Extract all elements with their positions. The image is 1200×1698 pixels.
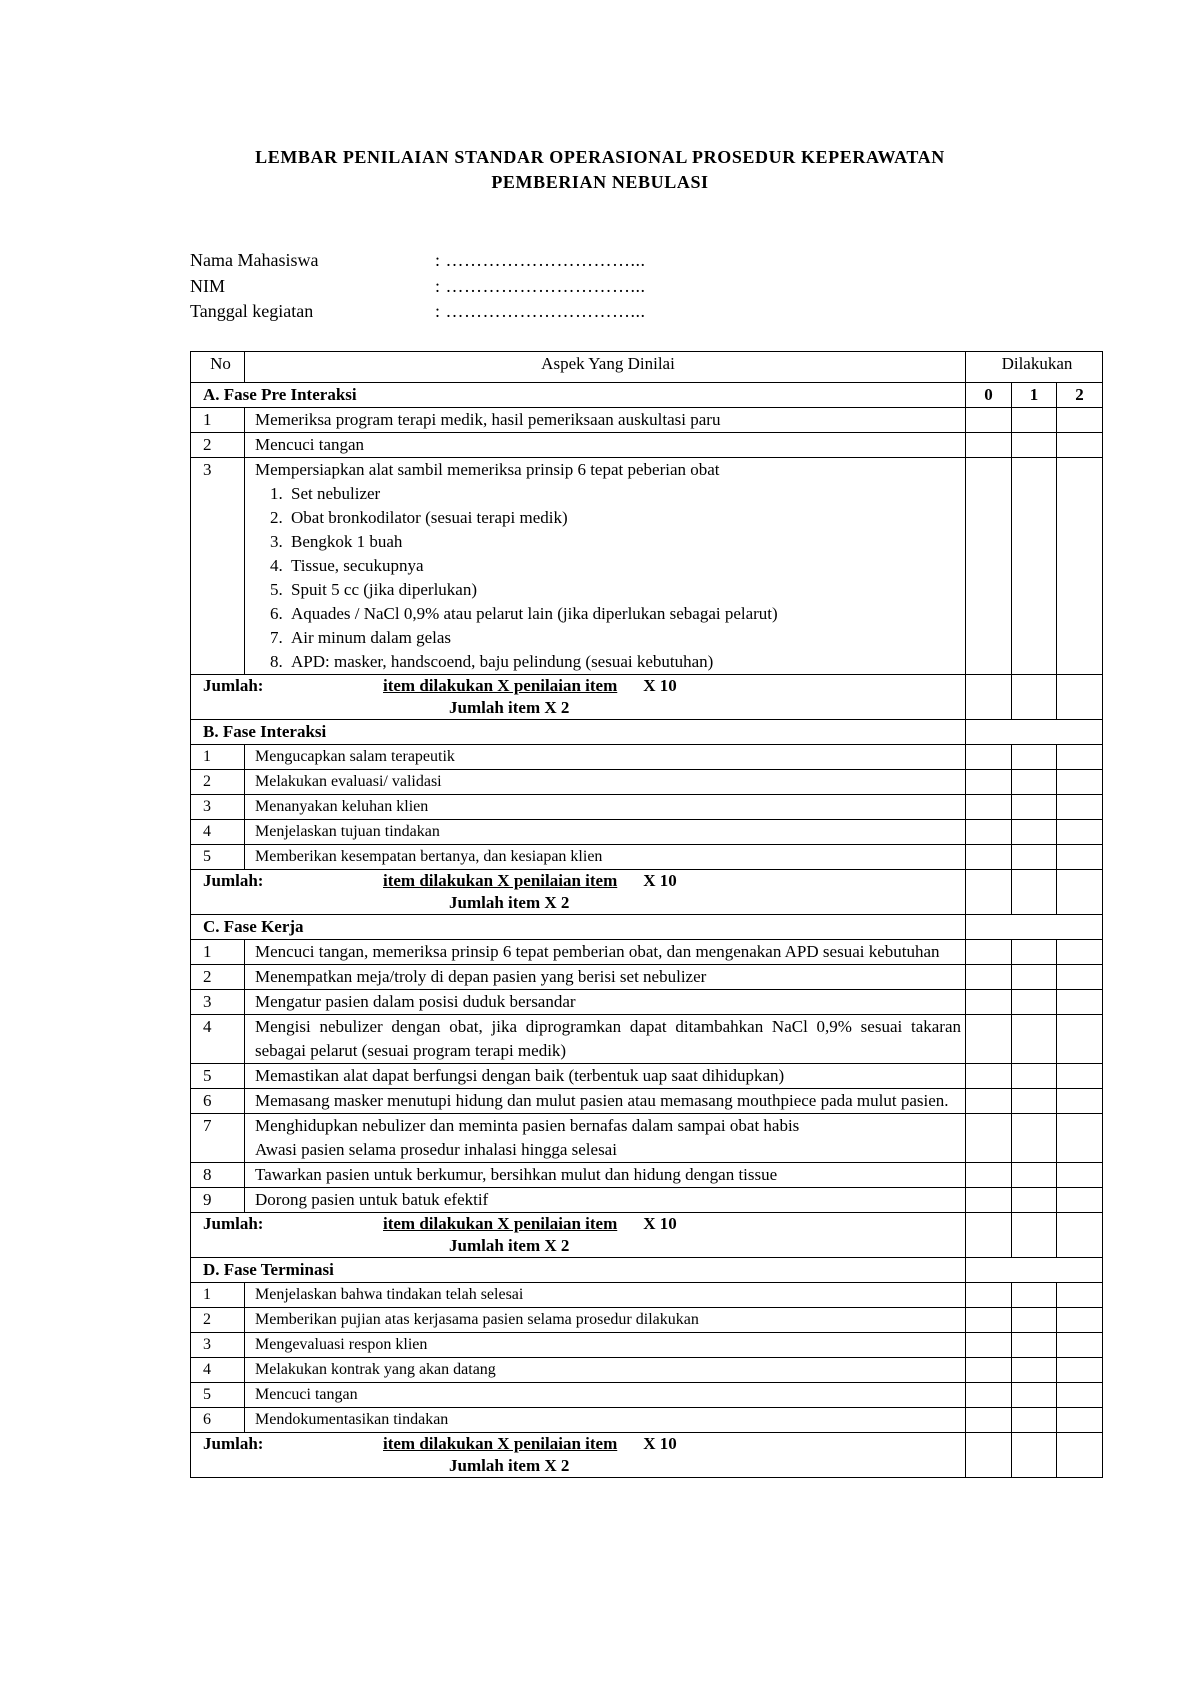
section-title: C. Fase Kerja: [191, 915, 966, 940]
item-text: Menghidupkan nebulizer dan meminta pasien bernafas dalam sampai obat habis: [255, 1116, 800, 1135]
section-row: [191, 915, 1103, 940]
item-text: Menempatkan meja/troly di depan pasien yang berisi set nebulizer: [255, 967, 707, 986]
document-title: [0, 145, 1200, 195]
equipment-item: 2. Obat bronkodilator (sesuai terapi medik): [287, 506, 961, 530]
score-cell[interactable]: [1057, 745, 1103, 770]
table-row: [191, 1064, 1103, 1089]
table-row: [191, 433, 1103, 458]
item-no: 4: [191, 820, 245, 845]
section-title: A. Fase Pre Interaksi: [191, 383, 966, 408]
item-text-cell: [245, 1383, 966, 1408]
score-cell[interactable]: [1012, 940, 1057, 965]
score-cell[interactable]: [1012, 1015, 1057, 1064]
equipment-item: 7. Air minum dalam gelas: [287, 626, 961, 650]
item-text-2: Awasi pasien selama prosedur inhalasi hingga selesai: [255, 1140, 617, 1159]
score-cell[interactable]: [1057, 940, 1103, 965]
sum-label: Jumlah:: [203, 1214, 264, 1233]
score-cell[interactable]: [1057, 820, 1103, 845]
header-no: No: [191, 352, 245, 383]
item-text-cell: [245, 745, 966, 770]
score-cell[interactable]: [1012, 1408, 1057, 1433]
sum-multiplier: X 10: [643, 1434, 677, 1453]
item-text: Menjelaskan tujuan tindakan: [255, 823, 440, 840]
section-title: D. Fase Terminasi: [191, 1258, 966, 1283]
score-header-1: 1: [1012, 383, 1057, 408]
table-row: [191, 1358, 1103, 1383]
item-text-cell: [245, 820, 966, 845]
item-text-cell: [245, 1308, 966, 1333]
item-no: 6: [191, 1089, 245, 1114]
table-row: [191, 458, 1103, 675]
item-text: Dorong pasien untuk batuk efektif: [255, 1190, 489, 1209]
header-dilakukan: Dilakukan: [966, 352, 1103, 383]
item-text-cell: [245, 795, 966, 820]
sum-row: [191, 1213, 1103, 1258]
score-cell[interactable]: [1012, 1333, 1057, 1358]
sum-formula: [191, 1433, 966, 1478]
item-no: 4: [191, 1015, 245, 1064]
score-cell[interactable]: [966, 1188, 1012, 1213]
score-cell[interactable]: [1012, 1114, 1057, 1163]
equipment-item: 6. Aquades / NaCl 0,9% atau pelarut lain (jika diperlukan sebagai pelarut): [287, 602, 961, 626]
info-row-nim: [190, 274, 646, 300]
section-row: [191, 720, 1103, 745]
section-row: [191, 383, 1103, 408]
score-cell[interactable]: [1057, 870, 1103, 915]
score-cell[interactable]: [1012, 965, 1057, 990]
score-cell[interactable]: [1057, 1433, 1103, 1478]
item-no: 7: [191, 1114, 245, 1163]
score-cell[interactable]: [966, 1213, 1012, 1258]
score-cell[interactable]: [1057, 1408, 1103, 1433]
score-cell[interactable]: [1012, 458, 1057, 675]
item-text: Mencuci tangan, memeriksa prinsip 6 tepat pemberian obat, dan mengenakan APD sesuai kebutuhan: [255, 942, 940, 961]
info-value[interactable]: : …………………………...: [435, 250, 646, 270]
table-row: [191, 940, 1103, 965]
score-cell[interactable]: [1012, 1308, 1057, 1333]
item-no: 9: [191, 1188, 245, 1213]
table-row: [191, 770, 1103, 795]
score-header-2: 2: [1057, 383, 1103, 408]
info-row-tanggal: [190, 299, 646, 325]
score-cell[interactable]: [966, 1064, 1012, 1089]
item-text: Mendokumentasikan tindakan: [255, 1411, 449, 1428]
score-cell[interactable]: [1012, 675, 1057, 720]
score-cell[interactable]: [966, 1408, 1012, 1433]
item-text: Mengevaluasi respon klien: [255, 1336, 428, 1353]
score-cell[interactable]: [966, 1283, 1012, 1308]
assessment-table: [190, 351, 1103, 1478]
score-cell[interactable]: [1057, 795, 1103, 820]
table-row: [191, 1163, 1103, 1188]
item-text-cell: [245, 1358, 966, 1383]
equipment-item: 5. Spuit 5 cc (jika diperlukan): [287, 578, 961, 602]
item-text-cell: [245, 1163, 966, 1188]
score-cell[interactable]: [1057, 1089, 1103, 1114]
item-text: Memasang masker menutupi hidung dan mulut pasien atau memasang mouthpiece pada mulut pasien.: [255, 1091, 949, 1110]
item-text: Menanyakan keluhan klien: [255, 798, 429, 815]
score-cell[interactable]: [1057, 1163, 1103, 1188]
table-row: [191, 1089, 1103, 1114]
score-cell[interactable]: [1057, 845, 1103, 870]
table-row: [191, 1333, 1103, 1358]
item-text: Mengatur pasien dalam posisi duduk bersandar: [255, 992, 576, 1011]
item-no: 3: [191, 458, 245, 675]
score-cell[interactable]: [1057, 1283, 1103, 1308]
score-cell[interactable]: [1012, 1283, 1057, 1308]
score-cell[interactable]: [1012, 1188, 1057, 1213]
item-text-cell: [245, 1015, 966, 1064]
section-blank: [966, 915, 1103, 940]
item-text: Memastikan alat dapat berfungsi dengan baik (terbentuk uap saat dihidupkan): [255, 1066, 785, 1085]
score-cell[interactable]: [966, 990, 1012, 1015]
table-row: [191, 1015, 1103, 1064]
item-no: 2: [191, 770, 245, 795]
sum-formula: [191, 1213, 966, 1258]
sum-numerator: item dilakukan X penilaian item: [383, 1434, 618, 1453]
item-text: Memberikan pujian atas kerjasama pasien selama prosedur dilakukan: [255, 1311, 699, 1328]
table-row: [191, 845, 1103, 870]
section-blank: [966, 1258, 1103, 1283]
table-row: [191, 408, 1103, 433]
info-row-nama: [190, 248, 646, 274]
item-text: Mengisi nebulizer dengan obat, jika diprogramkan dapat ditambahkan NaCl 0,9% sesuai takaran sebagai pelarut (sesuai program terapi medik): [255, 1017, 961, 1060]
item-no: 1: [191, 1283, 245, 1308]
sum-denominator: Jumlah item X 2: [449, 1236, 570, 1255]
sum-label: Jumlah:: [203, 676, 264, 695]
item-text-cell: [245, 990, 966, 1015]
table-row: [191, 1188, 1103, 1213]
score-cell[interactable]: [1012, 870, 1057, 915]
score-cell[interactable]: [966, 1089, 1012, 1114]
equipment-item: 8. APD: masker, handscoend, baju pelindung (sesuai kebutuhan): [287, 650, 961, 674]
sum-row: [191, 675, 1103, 720]
item-no: 5: [191, 845, 245, 870]
score-cell[interactable]: [1057, 770, 1103, 795]
item-text: Mencuci tangan: [255, 435, 365, 454]
score-cell[interactable]: [966, 1358, 1012, 1383]
score-cell[interactable]: [966, 1015, 1012, 1064]
table-row: [191, 965, 1103, 990]
item-text-cell: [245, 1408, 966, 1433]
sum-row: [191, 870, 1103, 915]
score-cell[interactable]: [1057, 1333, 1103, 1358]
score-cell[interactable]: [1012, 408, 1057, 433]
student-info: [190, 248, 646, 325]
score-cell[interactable]: [1057, 1015, 1103, 1064]
score-cell[interactable]: [1012, 845, 1057, 870]
score-cell[interactable]: [966, 795, 1012, 820]
score-cell[interactable]: [1057, 458, 1103, 675]
score-cell[interactable]: [966, 940, 1012, 965]
score-cell[interactable]: [966, 965, 1012, 990]
item-no: 2: [191, 965, 245, 990]
item-text: Melakukan evaluasi/ validasi: [255, 773, 442, 790]
table-header-row: [191, 352, 1103, 383]
score-cell[interactable]: [1057, 1213, 1103, 1258]
sum-formula: [191, 675, 966, 720]
table-row: [191, 1114, 1103, 1163]
score-cell[interactable]: [1057, 1188, 1103, 1213]
score-cell[interactable]: [966, 870, 1012, 915]
score-cell[interactable]: [966, 770, 1012, 795]
score-header-0: 0: [966, 383, 1012, 408]
section-title: B. Fase Interaksi: [191, 720, 966, 745]
equipment-item: 3. Bengkok 1 buah: [287, 530, 961, 554]
score-cell[interactable]: [966, 1333, 1012, 1358]
table-row: [191, 745, 1103, 770]
info-label: NIM: [190, 275, 225, 296]
score-cell[interactable]: [1012, 1064, 1057, 1089]
equipment-item: 4. Tissue, secukupnya: [287, 554, 961, 578]
score-cell[interactable]: [1012, 795, 1057, 820]
sum-formula: [191, 870, 966, 915]
equipment-list: [255, 482, 961, 674]
item-text-cell: [245, 1188, 966, 1213]
sum-numerator: item dilakukan X penilaian item: [383, 676, 618, 695]
item-text-cell: [245, 770, 966, 795]
item-text: Melakukan kontrak yang akan datang: [255, 1361, 496, 1378]
item-no: 1: [191, 745, 245, 770]
score-cell[interactable]: [1012, 1163, 1057, 1188]
item-no: 4: [191, 1358, 245, 1383]
item-text-cell: [245, 1283, 966, 1308]
item-no: 6: [191, 1408, 245, 1433]
score-cell[interactable]: [966, 1308, 1012, 1333]
score-cell[interactable]: [966, 1383, 1012, 1408]
item-text-cell: [245, 1333, 966, 1358]
item-text-cell: [245, 1064, 966, 1089]
sum-label: Jumlah:: [203, 1434, 264, 1453]
item-text: Mempersiapkan alat sambil memeriksa prinsip 6 tepat peberian obat: [255, 460, 720, 479]
score-cell[interactable]: [1012, 745, 1057, 770]
sum-denominator: Jumlah item X 2: [449, 1456, 570, 1475]
item-text: Memberikan kesempatan bertanya, dan kesiapan klien: [255, 848, 603, 865]
info-value[interactable]: : …………………………...: [435, 275, 646, 296]
score-cell[interactable]: [1057, 1358, 1103, 1383]
score-cell[interactable]: [1057, 1308, 1103, 1333]
table-row: [191, 1408, 1103, 1433]
info-value[interactable]: : …………………………...: [435, 301, 646, 321]
section-blank: [966, 720, 1103, 745]
score-cell[interactable]: [966, 1163, 1012, 1188]
title-line-2: PEMBERIAN NEBULASI: [491, 172, 709, 192]
section-row: [191, 1258, 1103, 1283]
table-row: [191, 990, 1103, 1015]
score-cell[interactable]: [1012, 1089, 1057, 1114]
sum-row: [191, 1433, 1103, 1478]
item-text-cell: [245, 408, 966, 433]
score-cell[interactable]: [1057, 1383, 1103, 1408]
item-text-cell: [245, 965, 966, 990]
item-text: Tawarkan pasien untuk berkumur, bersihkan mulut dan hidung dengan tissue: [255, 1165, 778, 1184]
score-cell[interactable]: [1012, 1433, 1057, 1478]
score-cell[interactable]: [966, 458, 1012, 675]
header-aspek: Aspek Yang Dinilai: [245, 352, 966, 383]
score-cell[interactable]: [966, 675, 1012, 720]
score-cell[interactable]: [966, 1114, 1012, 1163]
item-no: 1: [191, 940, 245, 965]
table-row: [191, 1308, 1103, 1333]
item-text-cell: [245, 940, 966, 965]
sum-multiplier: X 10: [643, 1214, 677, 1233]
score-cell[interactable]: [966, 845, 1012, 870]
item-text: Menjelaskan bahwa tindakan telah selesai: [255, 1286, 524, 1303]
score-cell[interactable]: [1057, 433, 1103, 458]
sum-label: Jumlah:: [203, 871, 264, 890]
item-text-cell: [245, 845, 966, 870]
score-cell[interactable]: [1057, 408, 1103, 433]
item-text: Mencuci tangan: [255, 1386, 358, 1403]
score-cell[interactable]: [1012, 990, 1057, 1015]
table-row: [191, 820, 1103, 845]
score-cell[interactable]: [966, 745, 1012, 770]
info-label: Nama Mahasiswa: [190, 250, 319, 270]
score-cell[interactable]: [1012, 820, 1057, 845]
score-cell[interactable]: [966, 433, 1012, 458]
sum-multiplier: X 10: [643, 871, 677, 890]
score-cell[interactable]: [1012, 433, 1057, 458]
table-row: [191, 1383, 1103, 1408]
equipment-item: 1. Set nebulizer: [287, 482, 961, 506]
item-no: 8: [191, 1163, 245, 1188]
item-no: 1: [191, 408, 245, 433]
item-no: 5: [191, 1064, 245, 1089]
score-cell[interactable]: [1012, 770, 1057, 795]
item-no: 2: [191, 433, 245, 458]
item-text-cell: [245, 433, 966, 458]
sum-numerator: item dilakukan X penilaian item: [383, 871, 618, 890]
sum-denominator: Jumlah item X 2: [449, 698, 570, 717]
score-cell[interactable]: [1057, 1114, 1103, 1163]
score-cell[interactable]: [1012, 1358, 1057, 1383]
score-cell[interactable]: [966, 820, 1012, 845]
item-no: 3: [191, 795, 245, 820]
title-line-1: LEMBAR PENILAIAN STANDAR OPERASIONAL PROSEDUR KEPERAWATAN: [255, 147, 945, 167]
item-no: 3: [191, 990, 245, 1015]
sum-multiplier: X 10: [643, 676, 677, 695]
item-text: Mengucapkan salam terapeutik: [255, 748, 455, 765]
score-cell[interactable]: [1057, 990, 1103, 1015]
item-text-cell: [245, 1114, 966, 1163]
score-cell[interactable]: [1012, 1383, 1057, 1408]
item-no: 5: [191, 1383, 245, 1408]
item-text: Memeriksa program terapi medik, hasil pemeriksaan auskultasi paru: [255, 410, 721, 429]
score-cell[interactable]: [1057, 1064, 1103, 1089]
item-text-cell: [245, 458, 966, 675]
score-cell[interactable]: [966, 408, 1012, 433]
info-label: Tanggal kegiatan: [190, 301, 314, 321]
score-cell[interactable]: [1012, 1213, 1057, 1258]
table-row: [191, 1283, 1103, 1308]
score-cell[interactable]: [1057, 675, 1103, 720]
sum-numerator: item dilakukan X penilaian item: [383, 1214, 618, 1233]
item-text-cell: [245, 1089, 966, 1114]
sum-denominator: Jumlah item X 2: [449, 893, 570, 912]
score-cell[interactable]: [1057, 965, 1103, 990]
table-row: [191, 795, 1103, 820]
score-cell[interactable]: [966, 1433, 1012, 1478]
item-no: 2: [191, 1308, 245, 1333]
item-no: 3: [191, 1333, 245, 1358]
